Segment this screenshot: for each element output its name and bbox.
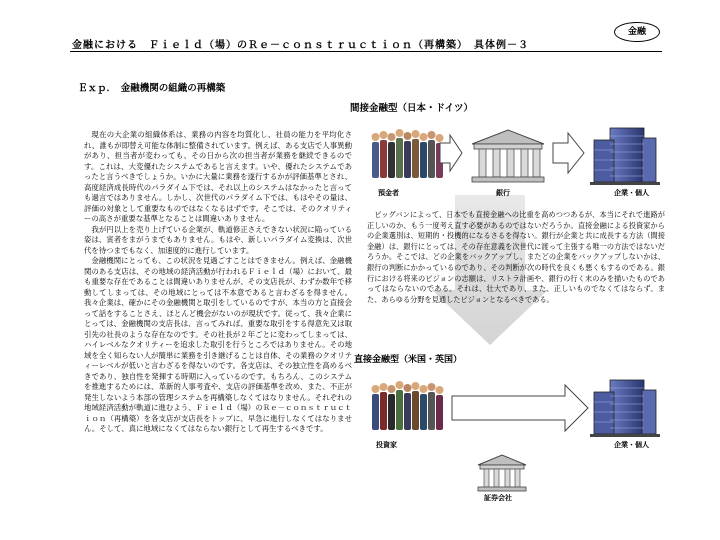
securities-label: 証券会社	[484, 494, 512, 502]
category-badge: 金融	[614, 22, 660, 42]
arrow-bank-to-company	[553, 133, 584, 173]
bank-building-icon	[472, 130, 544, 182]
investor-group-icon	[372, 381, 444, 430]
left-body-text	[84, 130, 352, 435]
arrow-depositor-to-bank	[440, 135, 462, 171]
people-group-icon	[372, 129, 444, 178]
left-paragraph: 我が円以上を売り上げている企業が、軌道修正さえできない状況に陥っている姿は、寅者をまがうまでもありません。もはや、新しいパラダイム変換は、次世代を待つまでもなく、加速度的に進行しています。	[84, 224, 352, 255]
office-building-icon	[590, 128, 660, 185]
company-label-top: 企業・個人	[614, 189, 649, 197]
page-title: 金融における Ｆｉｅｌｄ（場）のＲｅ－ｃｏｎｓｔｒｕｃｔｉｏｎ（再構築） 具体例－３	[72, 40, 529, 51]
left-paragraph: 金融機関にとっても、この状況を見過ごすことはできません。例えば、金融機関のある支店は、その地域の経済活動が行われるＦｉｅｌｄ（場）において、最も重要な存在であることは間違いありませんが、その支店長が、わずか数年で移動してしまっては、その地域にとっては不本意であると言わざるを得ません。我々企業は、確かにその金融機関と取引をしているのですが、本当の方と直接会って話をすることさえ、ほとんど機会がないのが現状です。従って、我々企業にとっては、金融機関の支店長は、言ってみれば、重要な取引をする得意先又は取引先の社長のような存在なのです。その社長が２年ごとに変わってしまっては、ハイレベルなクオリティーを追求した取引を行うところではありません。その地域を全く知らない人が簡単に業務を引き継げることは自体、その業務のクオリティーレベルが低いと言わざるを得ないのです。各支店は、その独立性を高めるべきであり、独自性を発揮する時期に入っているのです。もちろん、このシステムを推進するためには、革新的人事考査や、支店の評価基準を改め、また、不正が発生しないよう本部の管理システムを再構築しなくてはなりません。それぞれの地域経済活動が軌道に進むよう、Ｆｉｅｌｄ（場）のＲｅ－ｃｏｎｓｔｒｕｃｔｉｏｎ（再構築）を各支店が支店長をトップに、早急に進行しなくてはなりません。そして、真に地域になくてはならない銀行として再生するべきです。	[84, 256, 352, 433]
investor-label: 投資家	[376, 441, 397, 449]
securities-company-icon	[478, 455, 526, 491]
middle-paragraph: ビッグバンによって、日本でも直接金融への比重を高めつつあるが、本当にそれで進路が正しいのか、もう一度考え直す必要があるのではないだろうか。直接金融による投資家からの企業選別は、短期的・投機的になるさるを得ない。銀行が企業と共に成長する方法（間接金融）は、銀行にとっては、その存在意義を次世代に渡って主張する唯一の方法ではないだろうか。そこでは、どの企業をバックアップし、またどの企業をバックアップしないかは、銀行の判断にかかっているのであり、その判断が次の時代を良くも悪くもするのである。銀行における将来のビジョンの志願は、リストラ計画や、銀行の行く末のみを描いたものであってはならないのである。それは、壮大であり、また、正しいものでなくてはならず、また、あらゆる分野を見通したビジョンとなるべきである。	[367, 210, 665, 304]
indirect-finance-heading: 間接金融型（日本・ドイツ）	[350, 103, 474, 114]
depositor-label: 預金者	[378, 189, 399, 197]
office-building-icon	[590, 380, 660, 437]
bank-label: 銀行	[496, 189, 510, 197]
direct-finance-heading: 直接金融型（米国・英国）	[354, 355, 463, 365]
company-label-bottom: 企業・個人	[614, 441, 649, 449]
arrow-investor-to-company	[452, 385, 588, 431]
left-paragraph: 現在の大企業の組織体系は、業務の内容を均質化し、社員の能力を平均化され、誰もが即替え可能な体制に整備されています。例えば、ある支店で人事異動があり、担当者が変わっても、その日から次の担当者が業務を継続できるのです。これは、大変優れたシステムであると言えます。いや、優れたシステムであったと言うべきでしょうか。いかに大量に業務を遂行するかが評価基準とされ、高度経済成長時代のパラダイム下では、それ以上のシステムはなかったと言っても過言ではありません。しかし、次世代のパラダイム下では、もはやその量は、評価の対象として重要なものではなくなるはずです。そこでは、そのクオリティーの高さが重要な基準となることは間違いありません。	[84, 130, 352, 223]
section-subtitle: Ｅｘｐ． 金融機関の組織の再構築	[78, 83, 226, 94]
